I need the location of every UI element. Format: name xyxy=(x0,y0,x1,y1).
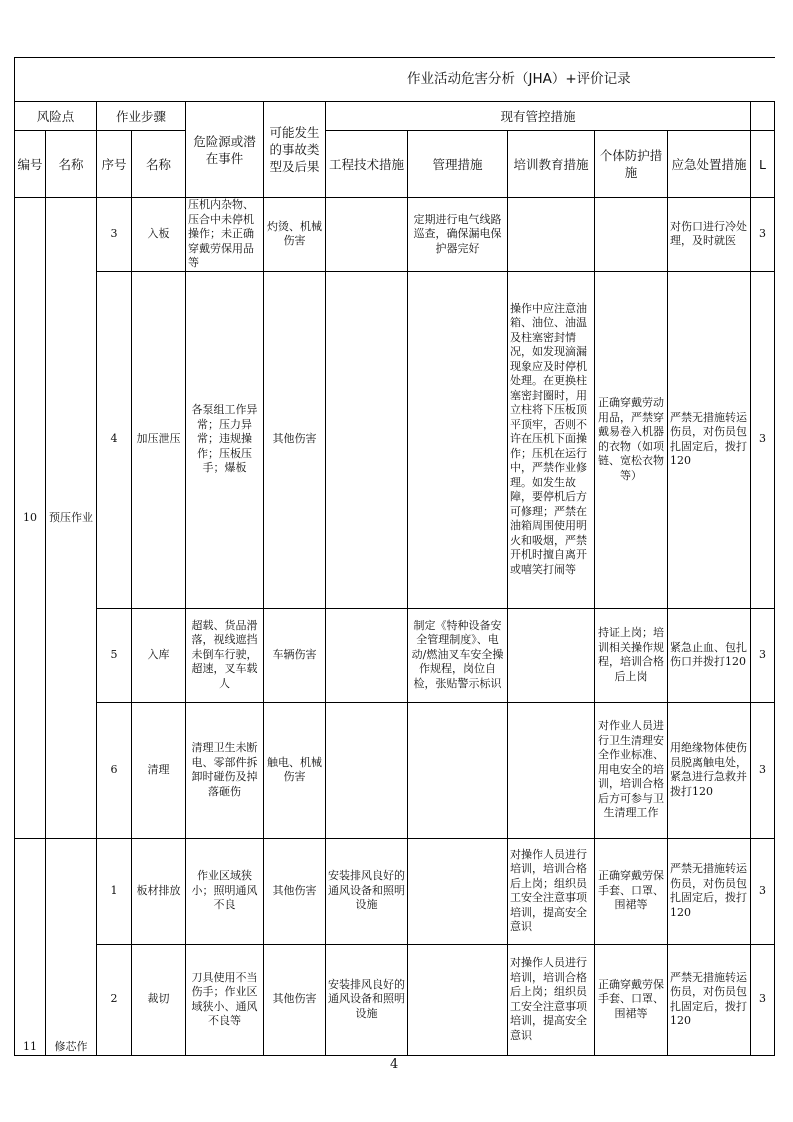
table-row xyxy=(15,198,775,272)
cell-management xyxy=(408,702,508,838)
cell-emergency: 用绝缘物体使伤员脱离触电处，紧急进行急救并拨打120 xyxy=(668,702,751,838)
cell-seq: 5 xyxy=(97,608,132,702)
cell-management xyxy=(408,271,508,608)
cell-emergency: 对伤口进行冷处理，及时就医 xyxy=(668,198,751,272)
cell-l: 3 xyxy=(751,198,775,272)
header-risk-point: 风险点 xyxy=(15,102,97,131)
cell-step: 板材排放 xyxy=(132,838,186,944)
cell-seq: 6 xyxy=(97,702,132,838)
page-number: 4 xyxy=(390,1057,399,1072)
header-management: 管理措施 xyxy=(408,131,508,198)
cell-seq: 1 xyxy=(97,838,132,944)
cell-ppe: 正确穿戴劳动用品，严禁穿戴易卷入机器的衣物（如项链、宽松衣物等） xyxy=(595,271,668,608)
cell-training: 对操作人员进行培训，培训合格后上岗；组织员工安全注意事项培训，提高安全意识 xyxy=(508,944,595,1055)
cell-hazard: 各泵组工作异常；压力异常；违规操作；压板压手；爆板 xyxy=(186,271,264,608)
cell-training: 对操作人员进行培训，培训合格后上岗；组织员工安全注意事项培训，提高安全意识 xyxy=(508,838,595,944)
cell-engineering xyxy=(326,271,408,608)
header-hazard: 危险源或潜在事件 xyxy=(186,102,264,198)
cell-l: 3 xyxy=(751,838,775,944)
cell-seq: 2 xyxy=(97,944,132,1055)
header-accident: 可能发生的事故类型及后果 xyxy=(264,102,326,198)
header-emergency: 应急处置措施 xyxy=(668,131,751,198)
header-controls: 现有管控措施 xyxy=(326,102,751,131)
cell-l: 3 xyxy=(751,271,775,608)
cell-accident: 触电、机械伤害 xyxy=(264,702,326,838)
cell-management xyxy=(408,944,508,1055)
cell-management: 制定《特种设备安全管理制度》、电动/燃油叉车安全操作规程，岗位自检，张贴警示标识 xyxy=(408,608,508,702)
cell-step: 裁切 xyxy=(132,944,186,1055)
table-row xyxy=(15,838,775,944)
table-row xyxy=(15,944,775,1055)
cell-ppe: 正确穿戴劳保手套、口罩、围裙等 xyxy=(595,838,668,944)
cell-ppe: 持证上岗；培训相关操作规程，培训合格后上岗 xyxy=(595,608,668,702)
cell-seq: 3 xyxy=(97,198,132,272)
header-l: L xyxy=(751,131,775,198)
cell-hazard: 作业区域狭小；照明通风不良 xyxy=(186,838,264,944)
table-row xyxy=(15,271,775,608)
header-number: 编号 xyxy=(15,131,46,198)
header-name: 名称 xyxy=(46,131,97,198)
jha-table-container xyxy=(14,57,793,1056)
cell-engineering: 安装排风良好的通风设备和照明设施 xyxy=(326,838,408,944)
cell-engineering xyxy=(326,608,408,702)
group-number: 11 xyxy=(15,838,46,1055)
cell-emergency: 严禁无措施转运伤员，对伤员包扎固定后，拨打120 xyxy=(668,944,751,1055)
cell-accident: 其他伤害 xyxy=(264,838,326,944)
cell-engineering: 安装排风良好的通风设备和照明设施 xyxy=(326,944,408,1055)
header-step-name: 名称 xyxy=(132,131,186,198)
header-training: 培训教育措施 xyxy=(508,131,595,198)
cell-training xyxy=(508,702,595,838)
jha-table xyxy=(14,57,775,1056)
cell-l: 3 xyxy=(751,608,775,702)
cell-emergency: 紧急止血、包扎伤口并拨打120 xyxy=(668,608,751,702)
group-name: 修芯作 xyxy=(46,838,97,1055)
cell-step: 加压泄压 xyxy=(132,271,186,608)
cell-ppe: 对作业人员进行卫生清理安全作业标准、用电安全的培训，培训合格后方可参与卫生清理工作 xyxy=(595,702,668,838)
cell-ppe xyxy=(595,198,668,272)
cell-step: 入板 xyxy=(132,198,186,272)
cell-step: 清理 xyxy=(132,702,186,838)
cell-management: 定期进行电气线路巡查，确保漏电保护器完好 xyxy=(408,198,508,272)
cell-seq: 4 xyxy=(97,271,132,608)
cell-hazard: 清理卫生未断电、零部件拆卸时碰伤及掉落砸伤 xyxy=(186,702,264,838)
group-number: 10 xyxy=(15,198,46,839)
cell-emergency: 严禁无措施转运伤员，对伤员包扎固定后，拨打120 xyxy=(668,838,751,944)
cell-engineering xyxy=(326,702,408,838)
header-seq: 序号 xyxy=(97,131,132,198)
cell-hazard: 压机内杂物、压合中未停机操作；未正确穿戴劳保用品等 xyxy=(186,198,264,272)
cell-training: 操作中应注意油箱、油位、油温及柱塞密封情况，如发现滴漏现象应及时停机处理。在更换柱塞密封圈时，用立柱将下压板顶平顶牢，否则不许在压机下面操作；压机在运行中，严禁作业修理。如发生故障，要停机后方可修理；严禁在油箱周围使用明火和吸烟，严禁开机时擅自离开或嘻笑打闹等 xyxy=(508,271,595,608)
cell-step: 入库 xyxy=(132,608,186,702)
cell-hazard: 刀具使用不当伤手；作业区域狭小、通风不良等 xyxy=(186,944,264,1055)
cell-engineering xyxy=(326,198,408,272)
header-engineering: 工程技术措施 xyxy=(326,131,408,198)
document-title: 作业活动危害分析（JHA）+评价记录 xyxy=(15,58,775,102)
group-name: 预压作业 xyxy=(46,198,97,839)
cell-l: 3 xyxy=(751,702,775,838)
cell-training xyxy=(508,608,595,702)
table-row xyxy=(15,702,775,838)
cell-accident: 其他伤害 xyxy=(264,944,326,1055)
header-ppe: 个体防护措施 xyxy=(595,131,668,198)
cell-accident: 灼烫、机械伤害 xyxy=(264,198,326,272)
cell-accident: 其他伤害 xyxy=(264,271,326,608)
table-row xyxy=(15,608,775,702)
cell-training xyxy=(508,198,595,272)
cell-hazard: 超载、货品滑落，视线遮挡未倒车行驶，超速，叉车载人 xyxy=(186,608,264,702)
cell-l: 3 xyxy=(751,944,775,1055)
cell-management xyxy=(408,838,508,944)
cell-accident: 车辆伤害 xyxy=(264,608,326,702)
header-blank xyxy=(751,102,775,131)
cell-ppe: 正确穿戴劳保手套、口罩、围裙等 xyxy=(595,944,668,1055)
cell-emergency: 严禁无措施转运伤员，对伤员包扎固定后，拨打120 xyxy=(668,271,751,608)
header-work-step: 作业步骤 xyxy=(97,102,186,131)
